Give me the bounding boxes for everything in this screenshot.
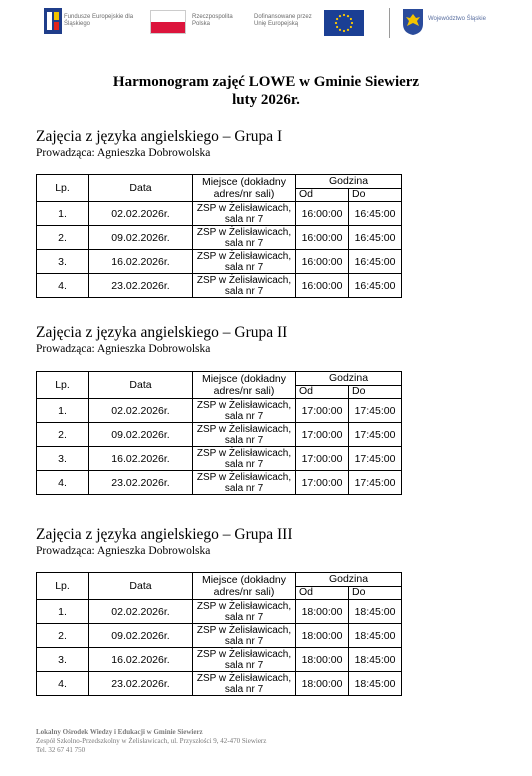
header-do: Do [349, 385, 402, 399]
cell-place: ZSP w Żelisławicach, sala nr 7 [193, 274, 296, 298]
cell-place: ZSP w Żelisławicach, sala nr 7 [193, 250, 296, 274]
group-title: Zajęcia z języka angielskiego – Grupa III [36, 526, 293, 543]
header-godzina: Godzina [296, 573, 402, 587]
wojewodztwo-slaskie-logo [402, 6, 492, 40]
cell-from: 18:00:00 [296, 600, 349, 624]
header-lp: Lp. [37, 573, 89, 600]
fundusze-europejskie-logo [44, 6, 144, 40]
header-data: Data [89, 573, 193, 600]
cell-to: 16:45:00 [349, 226, 402, 250]
cell-from: 18:00:00 [296, 672, 349, 696]
cell-place: ZSP w Żelisławicach, sala nr 7 [193, 447, 296, 471]
cell-date: 02.02.2026r. [89, 600, 193, 624]
group-section [36, 526, 406, 558]
group-section [36, 128, 406, 160]
cell-lp: 3. [37, 447, 89, 471]
document-title: Harmonogram zajęć LOWE w Gminie Siewierz [112, 74, 420, 90]
cell-lp: 3. [37, 648, 89, 672]
cell-to: 17:45:00 [349, 471, 402, 495]
rzeczpospolita-logo-text: Rzeczpospolita Polska [192, 14, 233, 27]
cell-date: 16.02.2026r. [89, 648, 193, 672]
footer-org-name: Lokalny Ośrodek Wiedzy i Edukacji w Gminie Siewierz [36, 728, 203, 736]
table-row [37, 226, 402, 250]
header-data: Data [89, 372, 193, 399]
header-do: Do [349, 188, 402, 202]
footer [36, 728, 516, 755]
cell-lp: 2. [37, 624, 89, 648]
cell-date: 23.02.2026r. [89, 471, 193, 495]
cell-lp: 4. [37, 274, 89, 298]
table-row [37, 274, 402, 298]
cell-date: 16.02.2026r. [89, 447, 193, 471]
ue-logo-text: Dofinansowane przez Unię Europejską [254, 14, 312, 27]
cell-place: ZSP w Żelisławicach, sala nr 7 [193, 471, 296, 495]
header-od: Od [296, 188, 349, 202]
schedule-table [36, 371, 402, 495]
group-instructor: Prowadząca: Agnieszka Dobrowolska [36, 147, 211, 159]
cell-to: 16:45:00 [349, 274, 402, 298]
cell-place: ZSP w Żelisławicach, sala nr 7 [193, 672, 296, 696]
cell-date: 09.02.2026r. [89, 423, 193, 447]
footer-address: Zespół Szkolno-Przedszkolny w Żelisławicach, ul. Przyszłości 9, 42-470 Siewierz [36, 737, 267, 745]
group-title: Zajęcia z języka angielskiego – Grupa I [36, 128, 283, 145]
group-instructor: Prowadząca: Agnieszka Dobrowolska [36, 343, 211, 355]
schedule-table [36, 174, 402, 298]
group-title: Zajęcia z języka angielskiego – Grupa II [36, 324, 288, 341]
footer-phone: Tel. 32 67 41 750 [36, 746, 86, 754]
header-data: Data [89, 175, 193, 202]
cell-from: 17:00:00 [296, 447, 349, 471]
cell-from: 17:00:00 [296, 399, 349, 423]
cell-to: 18:45:00 [349, 600, 402, 624]
table-row [37, 672, 402, 696]
logo-divider [389, 8, 390, 38]
table-row [37, 399, 402, 423]
cell-from: 18:00:00 [296, 624, 349, 648]
header-od: Od [296, 385, 349, 399]
cell-place: ZSP w Żelisławicach, sala nr 7 [193, 202, 296, 226]
header-miejsce: Miejsce (dokładny adres/nr sali) [193, 573, 296, 600]
cell-lp: 1. [37, 399, 89, 423]
cell-to: 18:45:00 [349, 672, 402, 696]
cell-date: 16.02.2026r. [89, 250, 193, 274]
header-miejsce: Miejsce (dokładny adres/nr sali) [193, 175, 296, 202]
cell-to: 18:45:00 [349, 624, 402, 648]
cell-lp: 2. [37, 226, 89, 250]
cell-lp: 1. [37, 202, 89, 226]
table-row [37, 250, 402, 274]
table-row [37, 624, 402, 648]
header-godzina: Godzina [296, 175, 402, 189]
cell-to: 17:45:00 [349, 423, 402, 447]
fe-logo-icon [44, 8, 62, 34]
cell-place: ZSP w Żelisławicach, sala nr 7 [193, 399, 296, 423]
cell-lp: 4. [37, 471, 89, 495]
cell-date: 09.02.2026r. [89, 624, 193, 648]
cell-from: 16:00:00 [296, 274, 349, 298]
cell-date: 09.02.2026r. [89, 226, 193, 250]
group-instructor: Prowadząca: Agnieszka Dobrowolska [36, 545, 211, 557]
cell-to: 16:45:00 [349, 202, 402, 226]
logo-bar [44, 6, 484, 40]
cell-from: 17:00:00 [296, 423, 349, 447]
schedule-table [36, 572, 402, 696]
cell-place: ZSP w Żelisławicach, sala nr 7 [193, 624, 296, 648]
crest-icon [402, 8, 424, 36]
cell-from: 18:00:00 [296, 648, 349, 672]
header-od: Od [296, 586, 349, 600]
polish-flag-icon [150, 10, 186, 34]
table-row [37, 202, 402, 226]
table-row [37, 600, 402, 624]
cell-from: 16:00:00 [296, 202, 349, 226]
cell-to: 17:45:00 [349, 447, 402, 471]
header-lp: Lp. [37, 372, 89, 399]
cell-date: 02.02.2026r. [89, 202, 193, 226]
rzeczpospolita-logo [150, 6, 240, 40]
fundusze-logo-text: Fundusze Europejskie dla Śląskiego [64, 14, 134, 27]
cell-lp: 3. [37, 250, 89, 274]
ue-logo [254, 6, 374, 40]
table-row [37, 648, 402, 672]
cell-date: 02.02.2026r. [89, 399, 193, 423]
cell-lp: 2. [37, 423, 89, 447]
header-lp: Lp. [37, 175, 89, 202]
cell-place: ZSP w Żelisławicach, sala nr 7 [193, 648, 296, 672]
document-subtitle: luty 2026r. [232, 92, 300, 108]
cell-from: 16:00:00 [296, 250, 349, 274]
cell-place: ZSP w Żelisławicach, sala nr 7 [193, 423, 296, 447]
cell-date: 23.02.2026r. [89, 672, 193, 696]
cell-to: 16:45:00 [349, 250, 402, 274]
cell-to: 17:45:00 [349, 399, 402, 423]
table-row [37, 471, 402, 495]
cell-to: 18:45:00 [349, 648, 402, 672]
cell-lp: 4. [37, 672, 89, 696]
cell-from: 17:00:00 [296, 471, 349, 495]
cell-place: ZSP w Żelisławicach, sala nr 7 [193, 600, 296, 624]
table-row [37, 423, 402, 447]
wojewodztwo-logo-text: Województwo Śląskie [428, 16, 486, 22]
cell-date: 23.02.2026r. [89, 274, 193, 298]
header-godzina: Godzina [296, 372, 402, 386]
header-do: Do [349, 586, 402, 600]
cell-from: 16:00:00 [296, 226, 349, 250]
eu-flag-icon [324, 10, 364, 36]
cell-place: ZSP w Żelisławicach, sala nr 7 [193, 226, 296, 250]
table-row [37, 447, 402, 471]
header-miejsce: Miejsce (dokładny adres/nr sali) [193, 372, 296, 399]
group-section [36, 324, 406, 356]
cell-lp: 1. [37, 600, 89, 624]
